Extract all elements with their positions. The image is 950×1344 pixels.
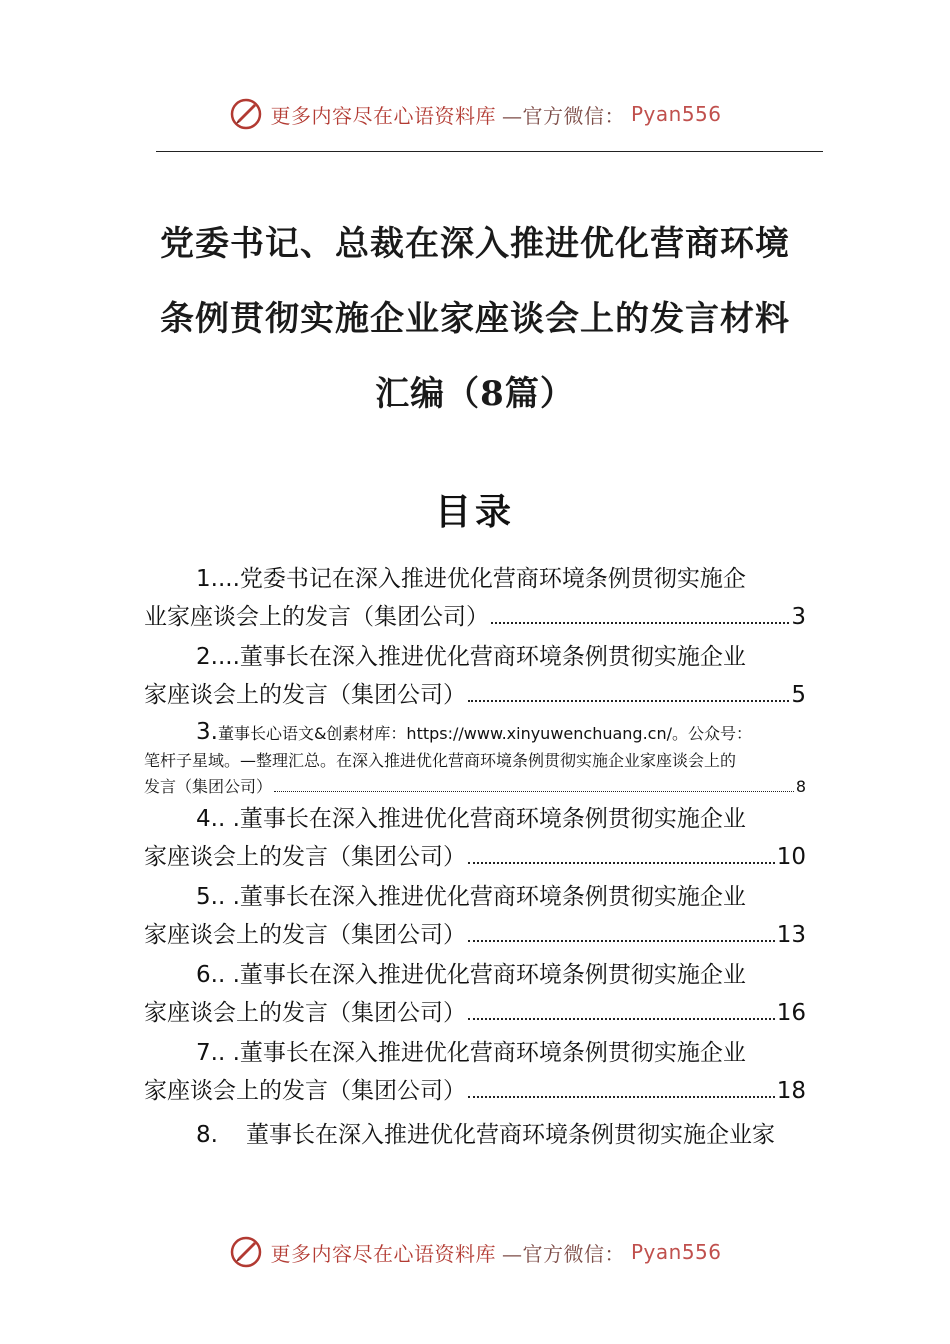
banner-wechat-id: Pyan556 <box>630 102 722 126</box>
toc-entry-2-line-2 <box>144 676 806 709</box>
header-divider <box>156 151 823 152</box>
toc-entry-3-number: 3. <box>196 719 218 745</box>
document-title-line-3: 汇编（8篇） <box>375 374 575 414</box>
toc-entry-1-page: 3 <box>791 604 806 630</box>
toc-entry-3-line-3 <box>144 774 806 797</box>
toc-entry-5-line-1: 5.. .董事长在深入推进优化营商环境条例贯彻实施企业 <box>196 884 746 910</box>
toc-entry-3-line-2: 笔杆子星域。—整理汇总。在深入推进优化营商环境条例贯彻实施企业家座谈会上的 <box>144 751 737 770</box>
toc-heading: 目录 <box>434 491 515 533</box>
toc-entry-6-line-2 <box>144 994 806 1027</box>
toc-entry-1-text: 业家座谈会上的发言（集团公司） <box>144 604 489 630</box>
toc-leader-dots <box>468 862 775 864</box>
toc-entry-7-line-1: 7.. .董事长在深入推进优化营商环境条例贯彻实施企业 <box>196 1040 746 1066</box>
toc-entry-4-page: 10 <box>776 844 806 870</box>
toc-entry-6-text: 家座谈会上的发言（集团公司） <box>144 1000 466 1026</box>
toc-leader-dots <box>274 791 794 792</box>
banner-text-main: 更多内容尽在心语资料库 <box>270 103 496 128</box>
toc-entry-1-line-2 <box>144 598 806 631</box>
toc-entry-4-text: 家座谈会上的发言（集团公司） <box>144 844 466 870</box>
header-banner <box>0 94 950 134</box>
toc-entry-3-page: 8 <box>795 777 806 796</box>
toc-entry-8-number: 8. <box>196 1122 218 1148</box>
brand-logo-icon <box>228 1234 264 1270</box>
banner-text-sep: —官方微信： <box>501 1241 625 1266</box>
toc-entry-4-line-2 <box>144 838 806 871</box>
toc-entry-8-text: 董事长在深入推进优化营商环境条例贯彻实施企业家 <box>245 1122 775 1148</box>
toc-entry-8-line-1 <box>196 1116 775 1149</box>
footer-banner <box>0 1232 950 1272</box>
toc-entry-5-line-2 <box>144 916 806 949</box>
toc-entry-6-line-1: 6.. .董事长在深入推进优化营商环境条例贯彻实施企业 <box>196 962 746 988</box>
toc-leader-dots <box>468 700 789 702</box>
toc-entry-5-text: 家座谈会上的发言（集团公司） <box>144 922 466 948</box>
banner-text-sep: —官方微信： <box>501 103 625 128</box>
toc-entry-7-line-2 <box>144 1072 806 1105</box>
toc-entry-5-page: 13 <box>776 922 806 948</box>
toc-entry-7-text: 家座谈会上的发言（集团公司） <box>144 1078 466 1104</box>
toc-entry-2-line-1: 2....董事长在深入推进优化营商环境条例贯彻实施企业 <box>196 644 746 670</box>
toc-entry-3-text-1: 董事长心语文&创素材库：https://www.xinyuwenchuang.cn/。公众号： <box>217 724 752 743</box>
toc-entry-6-page: 16 <box>776 1000 806 1026</box>
toc-entry-7-page: 18 <box>776 1078 806 1104</box>
banner-text-main: 更多内容尽在心语资料库 <box>270 1241 496 1266</box>
toc-entry-4-line-1: 4.. .董事长在深入推进优化营商环境条例贯彻实施企业 <box>196 806 746 832</box>
toc-entry-2-page: 5 <box>791 682 806 708</box>
toc-entry-3-text-3: 发言（集团公司） <box>144 777 273 796</box>
toc-leader-dots <box>468 1096 775 1098</box>
toc-leader-dots <box>491 622 789 624</box>
document-title-line-2: 条例贯彻实施企业家座谈会上的发言材料 <box>160 299 790 339</box>
toc-entry-2-text: 家座谈会上的发言（集团公司） <box>144 682 466 708</box>
toc-entry-1-line-1: 1....党委书记在深入推进优化营商环境条例贯彻实施企 <box>196 566 746 592</box>
brand-logo-icon <box>228 96 264 132</box>
toc-leader-dots <box>468 940 775 942</box>
banner-wechat-id: Pyan556 <box>630 1240 722 1264</box>
toc-entry-3-line-1 <box>196 719 752 745</box>
document-title-line-1: 党委书记、总裁在深入推进优化营商环境 <box>160 224 790 264</box>
toc-leader-dots <box>468 1018 775 1020</box>
